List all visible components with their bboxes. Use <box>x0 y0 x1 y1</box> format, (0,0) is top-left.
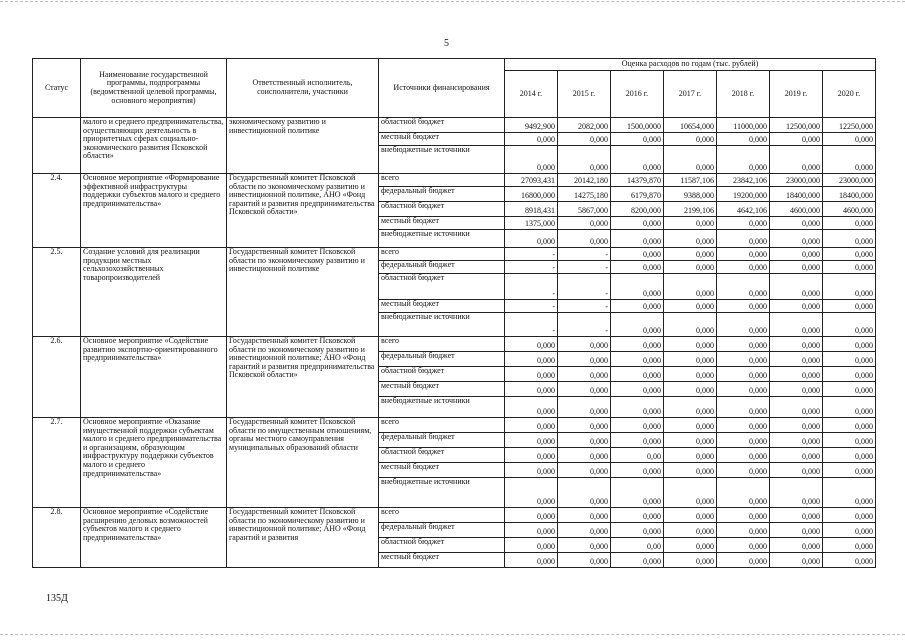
value-cell: 0,000 <box>664 367 717 382</box>
value-cell: 0,000 <box>664 382 717 397</box>
value-cell: 0,000 <box>770 397 823 418</box>
value-cell: 0,000 <box>611 433 664 448</box>
header-year: 2018 г. <box>717 71 770 118</box>
value-cell: 0,000 <box>611 133 664 146</box>
value-cell: 0,000 <box>664 553 717 568</box>
value-cell: 0,000 <box>505 433 558 448</box>
value-cell: 0,000 <box>505 367 558 382</box>
value-cell: 0,000 <box>823 248 876 261</box>
header-sources: Источники финансирования <box>379 59 505 118</box>
value-cell: 0,000 <box>770 261 823 274</box>
value-cell: 4642,106 <box>717 202 770 217</box>
value-cell: 8200,000 <box>611 202 664 217</box>
value-cell: 23000,000 <box>770 174 823 187</box>
value-cell: 0,000 <box>558 397 611 418</box>
source-cell: областной бюджет <box>379 118 505 133</box>
source-cell: всего <box>379 337 505 352</box>
value-cell: - <box>505 274 558 300</box>
program-name-cell: Основное мероприятие «Содействие расширению деловых возможностей субъектов малого и среднего предпринимательства» <box>81 508 227 568</box>
source-cell: местный бюджет <box>379 463 505 478</box>
value-cell: 0,000 <box>611 418 664 433</box>
value-cell: 0,000 <box>823 146 876 174</box>
executor-cell: Государственный комитет Псковской области по экономическому развитию и инвестиционной политике; АНО «Фонд гарантий и развития предпринимательства Псковской области» <box>227 337 379 418</box>
value-cell: 0,000 <box>770 300 823 313</box>
value-cell: 0,000 <box>611 274 664 300</box>
value-cell: - <box>558 261 611 274</box>
executor-cell: Государственный комитет Псковской области по экономическому развитию и инвестиционной политике <box>227 248 379 337</box>
source-cell: всего <box>379 248 505 261</box>
value-cell: 0,000 <box>611 230 664 248</box>
value-cell: 0,000 <box>717 261 770 274</box>
source-cell: всего <box>379 508 505 523</box>
table-body <box>33 118 876 568</box>
value-cell: 0,000 <box>611 382 664 397</box>
value-cell: 0,000 <box>770 133 823 146</box>
source-cell: областной бюджет <box>379 274 505 300</box>
value-cell: 0,000 <box>770 146 823 174</box>
value-cell: 0,000 <box>664 337 717 352</box>
table-row <box>33 248 876 261</box>
value-cell: 0,000 <box>717 463 770 478</box>
value-cell: - <box>558 300 611 313</box>
value-cell: 0,000 <box>717 538 770 553</box>
value-cell: 0,00 <box>611 538 664 553</box>
value-cell: 0,000 <box>664 261 717 274</box>
value-cell: 23842,106 <box>717 174 770 187</box>
source-cell: внебюджетные источники <box>379 146 505 174</box>
value-cell: 5867,000 <box>558 202 611 217</box>
value-cell: 0,000 <box>611 508 664 523</box>
value-cell: 0,000 <box>664 217 717 230</box>
source-cell: внебюджетные источники <box>379 230 505 248</box>
value-cell: 0,000 <box>823 352 876 367</box>
value-cell: 0,000 <box>717 133 770 146</box>
value-cell: 0,000 <box>664 418 717 433</box>
value-cell: - <box>505 261 558 274</box>
value-cell: 0,000 <box>664 230 717 248</box>
executor-cell: экономическому развитию и инвестиционной политике <box>227 118 379 174</box>
status-cell: 2.8. <box>33 508 81 568</box>
value-cell: 0,000 <box>770 337 823 352</box>
value-cell: - <box>505 313 558 337</box>
value-cell: - <box>558 248 611 261</box>
value-cell: 0,000 <box>611 300 664 313</box>
executor-cell: Государственный комитет Псковской области по имущественным отношениям, органы местного самоуправления муниципальных образований области <box>227 418 379 508</box>
scan-edge-top <box>0 1 905 2</box>
table-row <box>33 118 876 133</box>
value-cell: 0,000 <box>717 313 770 337</box>
value-cell: 0,000 <box>664 274 717 300</box>
value-cell: 0,000 <box>717 553 770 568</box>
value-cell: 0,000 <box>505 418 558 433</box>
value-cell: 0,000 <box>664 133 717 146</box>
source-cell: всего <box>379 174 505 187</box>
value-cell: 9388,000 <box>664 187 717 202</box>
value-cell: 0,000 <box>558 146 611 174</box>
value-cell: 0,000 <box>770 523 823 538</box>
value-cell: 0,000 <box>823 448 876 463</box>
value-cell: 0,000 <box>611 313 664 337</box>
header-status: Статус <box>33 59 81 118</box>
expenditure-table <box>32 58 876 568</box>
value-cell: 0,000 <box>558 553 611 568</box>
value-cell: 0,000 <box>823 478 876 508</box>
value-cell: 0,000 <box>664 508 717 523</box>
value-cell: 0,000 <box>823 508 876 523</box>
value-cell: 0,000 <box>664 146 717 174</box>
value-cell: 0,000 <box>611 261 664 274</box>
value-cell: 0,000 <box>823 261 876 274</box>
value-cell: 0,000 <box>823 433 876 448</box>
value-cell: 0,000 <box>664 478 717 508</box>
value-cell: 0,000 <box>505 352 558 367</box>
source-cell: местный бюджет <box>379 553 505 568</box>
value-cell: 0,000 <box>717 448 770 463</box>
value-cell: 0,000 <box>717 300 770 313</box>
value-cell: 0,000 <box>717 433 770 448</box>
value-cell: 4600,000 <box>770 202 823 217</box>
header-year: 2014 г. <box>505 71 558 118</box>
value-cell: 0,000 <box>558 448 611 463</box>
header-year: 2017 г. <box>664 71 717 118</box>
value-cell: 23000,000 <box>823 174 876 187</box>
value-cell: 0,000 <box>717 397 770 418</box>
value-cell: 18400,000 <box>823 187 876 202</box>
value-cell: 9492,900 <box>505 118 558 133</box>
value-cell: 0,000 <box>823 418 876 433</box>
value-cell: 0,000 <box>611 217 664 230</box>
value-cell: 0,000 <box>770 508 823 523</box>
value-cell: 0,000 <box>505 337 558 352</box>
value-cell: 0,000 <box>770 382 823 397</box>
value-cell: 0,000 <box>823 274 876 300</box>
value-cell: 0,000 <box>664 248 717 261</box>
value-cell: 11587,106 <box>664 174 717 187</box>
value-cell: 0,000 <box>558 523 611 538</box>
value-cell: 0,000 <box>558 352 611 367</box>
value-cell: 10654,000 <box>664 118 717 133</box>
value-cell: 0,000 <box>770 478 823 508</box>
value-cell: 0,000 <box>505 508 558 523</box>
value-cell: 0,000 <box>717 418 770 433</box>
value-cell: 0,000 <box>717 337 770 352</box>
header-year: 2019 г. <box>770 71 823 118</box>
value-cell: 14275,180 <box>558 187 611 202</box>
value-cell: 0,000 <box>611 463 664 478</box>
value-cell: 0,000 <box>717 367 770 382</box>
value-cell: 16800,000 <box>505 187 558 202</box>
value-cell: 0,000 <box>770 217 823 230</box>
program-name-cell: Основное мероприятие «Формирование эффективной инфраструктуры поддержки субъектов малого и среднего предпринимательства» <box>81 174 227 248</box>
value-cell: 1375,000 <box>505 217 558 230</box>
value-cell: 12250,000 <box>823 118 876 133</box>
program-name-cell: Основное мероприятие «Оказание имущественной поддержки субъектам малого и среднего предпринимательства и организациям, образующим инфраструктуру поддержки субъектов малого и среднего предпринимательства» <box>81 418 227 508</box>
header-executor: Ответственный исполнитель, соисполнители, участники <box>227 59 379 118</box>
value-cell: 1500,0000 <box>611 118 664 133</box>
value-cell: 0,000 <box>505 382 558 397</box>
value-cell: 0,000 <box>664 448 717 463</box>
value-cell: 0,000 <box>664 352 717 367</box>
source-cell: всего <box>379 418 505 433</box>
value-cell: 0,000 <box>611 523 664 538</box>
value-cell: 0,000 <box>505 146 558 174</box>
value-cell: 19200,000 <box>717 187 770 202</box>
value-cell: 0,000 <box>770 553 823 568</box>
status-cell <box>33 118 81 174</box>
value-cell: 4600,000 <box>823 202 876 217</box>
source-cell: внебюджетные источники <box>379 478 505 508</box>
value-cell: 0,000 <box>558 133 611 146</box>
value-cell: 0,000 <box>505 478 558 508</box>
value-cell: 0,000 <box>823 538 876 553</box>
value-cell: 0,000 <box>505 463 558 478</box>
value-cell: 0,000 <box>505 553 558 568</box>
value-cell: 0,000 <box>823 553 876 568</box>
header-year: 2015 г. <box>558 71 611 118</box>
value-cell: 18400,000 <box>770 187 823 202</box>
table-row <box>33 508 876 523</box>
value-cell: 0,000 <box>823 313 876 337</box>
status-cell: 2.5. <box>33 248 81 337</box>
source-cell: федеральный бюджет <box>379 261 505 274</box>
value-cell: 0,000 <box>611 352 664 367</box>
value-cell: 0,000 <box>823 217 876 230</box>
source-cell: местный бюджет <box>379 300 505 313</box>
value-cell: - <box>558 274 611 300</box>
source-cell: внебюджетные источники <box>379 397 505 418</box>
value-cell: 0,000 <box>505 397 558 418</box>
header-year: 2020 г. <box>823 71 876 118</box>
value-cell: 0,000 <box>558 433 611 448</box>
executor-cell: Государственный комитет Псковской области по экономическому развитию и инвестиционной политике, АНО «Фонд гарантий и развития предпринимательства Псковской области» <box>227 174 379 248</box>
value-cell: 0,000 <box>505 538 558 553</box>
value-cell: 11000,000 <box>717 118 770 133</box>
value-cell: 0,000 <box>717 217 770 230</box>
program-name-cell: Основное мероприятие «Содействие развитию экспортно-ориентированного предпринимательства» <box>81 337 227 418</box>
table-row <box>33 337 876 352</box>
value-cell: 0,000 <box>770 367 823 382</box>
value-cell: 0,000 <box>558 538 611 553</box>
value-cell: 0,000 <box>664 523 717 538</box>
value-cell: 8918,431 <box>505 202 558 217</box>
value-cell: 12500,000 <box>770 118 823 133</box>
source-cell: местный бюджет <box>379 382 505 397</box>
page-number: 5 <box>444 38 449 49</box>
source-cell: областной бюджет <box>379 538 505 553</box>
source-cell: федеральный бюджет <box>379 352 505 367</box>
value-cell: 0,000 <box>611 553 664 568</box>
value-cell: 0,000 <box>664 397 717 418</box>
value-cell: 0,000 <box>611 337 664 352</box>
source-cell: областной бюджет <box>379 367 505 382</box>
source-cell: федеральный бюджет <box>379 523 505 538</box>
value-cell: 0,000 <box>505 523 558 538</box>
value-cell: 0,000 <box>823 397 876 418</box>
value-cell: 27093,431 <box>505 174 558 187</box>
value-cell: 0,000 <box>611 478 664 508</box>
value-cell: 0,000 <box>558 463 611 478</box>
value-cell: 0,000 <box>770 448 823 463</box>
executor-cell: Государственный комитет Псковской области по экономическому развитию и инвестиционной политике; АНО «Фонд гарантий и развития <box>227 508 379 568</box>
status-cell: 2.4. <box>33 174 81 248</box>
value-cell: 0,000 <box>770 463 823 478</box>
source-cell: федеральный бюджет <box>379 433 505 448</box>
value-cell: 0,000 <box>717 478 770 508</box>
source-cell: внебюджетные источники <box>379 313 505 337</box>
scan-edge-bottom <box>0 634 905 635</box>
value-cell: 0,000 <box>770 418 823 433</box>
source-cell: областной бюджет <box>379 202 505 217</box>
value-cell: 20142,180 <box>558 174 611 187</box>
value-cell: - <box>505 248 558 261</box>
value-cell: 0,000 <box>717 523 770 538</box>
value-cell: 0,000 <box>717 146 770 174</box>
source-cell: областной бюджет <box>379 448 505 463</box>
value-cell: 0,000 <box>558 367 611 382</box>
value-cell: - <box>505 300 558 313</box>
value-cell: 0,000 <box>823 230 876 248</box>
value-cell: 0,000 <box>558 478 611 508</box>
value-cell: 0,000 <box>558 230 611 248</box>
program-name-cell: Создание условий для реализации продукции местных сельхозохозяйственных товаропроизводителей <box>81 248 227 337</box>
value-cell: 0,000 <box>823 463 876 478</box>
program-name-cell: малого и среднего предпринимательства, осуществляющих деятельность в приоритетных сферах социально-экономического развития Псковской области» <box>81 118 227 174</box>
table-row <box>33 418 876 433</box>
value-cell: 0,000 <box>558 337 611 352</box>
value-cell: 0,000 <box>505 230 558 248</box>
status-cell: 2.7. <box>33 418 81 508</box>
value-cell: 0,000 <box>664 538 717 553</box>
value-cell: 6179,870 <box>611 187 664 202</box>
value-cell: 0,000 <box>717 274 770 300</box>
value-cell: 0,000 <box>717 352 770 367</box>
header-name: Наименование государственной программы, подпрограммы (ведомственной целевой программы, основного мероприятия) <box>81 59 227 118</box>
value-cell: 0,000 <box>611 146 664 174</box>
value-cell: 14379,870 <box>611 174 664 187</box>
value-cell: 0,000 <box>770 352 823 367</box>
document-code: 135Д <box>46 593 68 604</box>
status-cell: 2.6. <box>33 337 81 418</box>
value-cell: 2082,000 <box>558 118 611 133</box>
source-cell: местный бюджет <box>379 133 505 146</box>
value-cell: 0,000 <box>558 217 611 230</box>
value-cell: 0,000 <box>770 230 823 248</box>
value-cell: 0,000 <box>823 367 876 382</box>
value-cell: 0,000 <box>770 538 823 553</box>
value-cell: 0,000 <box>558 508 611 523</box>
value-cell: 0,00 <box>611 448 664 463</box>
value-cell: 0,000 <box>823 382 876 397</box>
value-cell: - <box>558 313 611 337</box>
value-cell: 0,000 <box>770 274 823 300</box>
value-cell: 0,000 <box>558 418 611 433</box>
value-cell: 0,000 <box>823 337 876 352</box>
value-cell: 0,000 <box>505 448 558 463</box>
value-cell: 0,000 <box>717 230 770 248</box>
value-cell: 0,000 <box>611 248 664 261</box>
source-cell: местный бюджет <box>379 217 505 230</box>
source-cell: федеральный бюджет <box>379 187 505 202</box>
value-cell: 0,000 <box>823 523 876 538</box>
value-cell: 0,000 <box>717 248 770 261</box>
value-cell: 0,000 <box>717 382 770 397</box>
header-estimate: Оценка расходов по годам (тыс. рублей) <box>505 59 876 71</box>
value-cell: 0,000 <box>664 463 717 478</box>
value-cell: 0,000 <box>664 433 717 448</box>
value-cell: 0,000 <box>664 313 717 337</box>
header-year: 2016 г. <box>611 71 664 118</box>
value-cell: 0,000 <box>823 133 876 146</box>
value-cell: 0,000 <box>770 313 823 337</box>
value-cell: 0,000 <box>558 382 611 397</box>
value-cell: 0,000 <box>505 133 558 146</box>
value-cell: 0,000 <box>717 508 770 523</box>
value-cell: 0,000 <box>770 248 823 261</box>
value-cell: 2199,106 <box>664 202 717 217</box>
value-cell: 0,000 <box>770 433 823 448</box>
value-cell: 0,000 <box>611 367 664 382</box>
value-cell: 0,000 <box>611 397 664 418</box>
table-row <box>33 174 876 187</box>
value-cell: 0,000 <box>823 300 876 313</box>
value-cell: 0,000 <box>664 300 717 313</box>
